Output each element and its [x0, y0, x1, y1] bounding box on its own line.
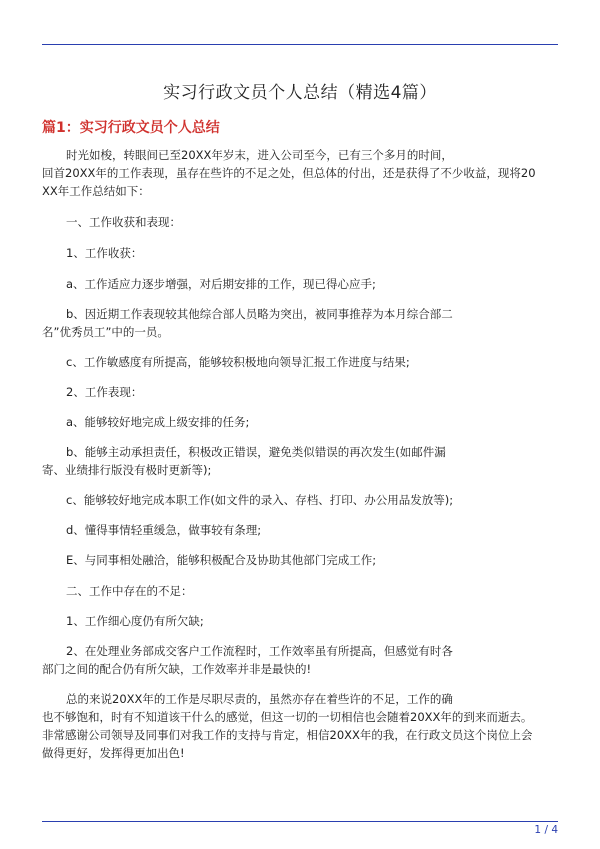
text-line: 做得更好，发挥得更加出色!: [42, 746, 185, 760]
text-line: 2、在处理业务部成交客户工作流程时，工作效率虽有所提高，但感觉有时各: [66, 644, 453, 658]
text-line: 回首20XX年的工作表现，虽存在些许的不足之处，但总体的付出，还是获得了不少收益，现将20: [42, 166, 536, 180]
text-line: d、懂得事情轻重缓急，做事较有条理;: [66, 523, 262, 537]
paragraph: [42, 443, 562, 479]
text-line: a、工作适应力逐步增强，对后期安排的工作，现已得心应手;: [66, 277, 376, 291]
paragraph: [42, 213, 562, 231]
text-line: 1、工作收获：: [66, 246, 143, 260]
paragraph: [42, 612, 562, 630]
text-line: 时光如梭，转眼间已至20XX年岁末，进入公司至今，已有三个多月的时间，: [66, 148, 453, 162]
paragraph: [42, 146, 562, 200]
text-line: c、能够较好地完成本职工作(如文件的录入、存档、打印、办公用品发放等);: [66, 493, 454, 507]
text-line: XX年工作总结如下：: [42, 184, 150, 198]
paragraph: [42, 491, 562, 509]
paragraph: [42, 521, 562, 539]
text-line: 2、工作表现：: [66, 385, 143, 399]
section-heading: 篇1：实习行政文员个人总结: [42, 120, 220, 136]
paragraph: [42, 582, 562, 600]
text-line: c、工作敏感度有所提高，能够较积极地向领导汇报工作进度与结果;: [66, 355, 410, 369]
text-line: 一、工作收获和表现：: [66, 215, 181, 229]
text-line: b、能够主动承担责任，积极改正错误，避免类似错误的再次发生(如邮件漏: [66, 445, 446, 459]
paragraph: [42, 551, 562, 569]
text-line: 1、工作细心度仍有所欠缺;: [66, 614, 204, 628]
page-number: 1 / 4: [534, 824, 558, 836]
paragraph: [42, 305, 562, 341]
paragraph: [42, 690, 562, 762]
paragraph: [42, 244, 562, 262]
text-line: b、因近期工作表现较其他综合部人员略为突出，被同事推荐为本月综合部二: [66, 307, 453, 321]
document-title: 实习行政文员个人总结（精选4篇）: [163, 83, 437, 103]
paragraph: [42, 413, 562, 431]
text-line: 总的来说20XX年的工作是尽职尽责的，虽然亦存在着些许的不足，工作的确: [66, 692, 453, 706]
text-line: 名”优秀员工”中的一员。: [42, 325, 169, 339]
paragraph: [42, 353, 562, 371]
text-line: 二、工作中存在的不足：: [66, 584, 193, 598]
text-line: 寄、业绩排行版没有极时更新等);: [42, 463, 212, 477]
text-line: 也不够饱和，时有不知道该干什么的感觉，但这一切的一切相信也会随着20XX年的到来而逝去。: [42, 710, 533, 724]
paragraph: [42, 275, 562, 293]
paragraph: [42, 383, 562, 401]
text-line: 部门之间的配合仍有所欠缺，工作效率并非是最快的!: [42, 662, 312, 676]
text-line: E、与同事相处融洽，能够积极配合及协助其他部门完成工作;: [66, 553, 377, 567]
footer-rule: [42, 821, 558, 822]
text-line: 非常感谢公司领导及同事们对我工作的支持与肯定，相信20XX年的我，在行政文员这个岗位上会: [42, 728, 533, 742]
paragraph: [42, 642, 562, 678]
text-line: a、能够较好地完成上级安排的任务;: [66, 415, 250, 429]
header-rule: [42, 44, 558, 45]
